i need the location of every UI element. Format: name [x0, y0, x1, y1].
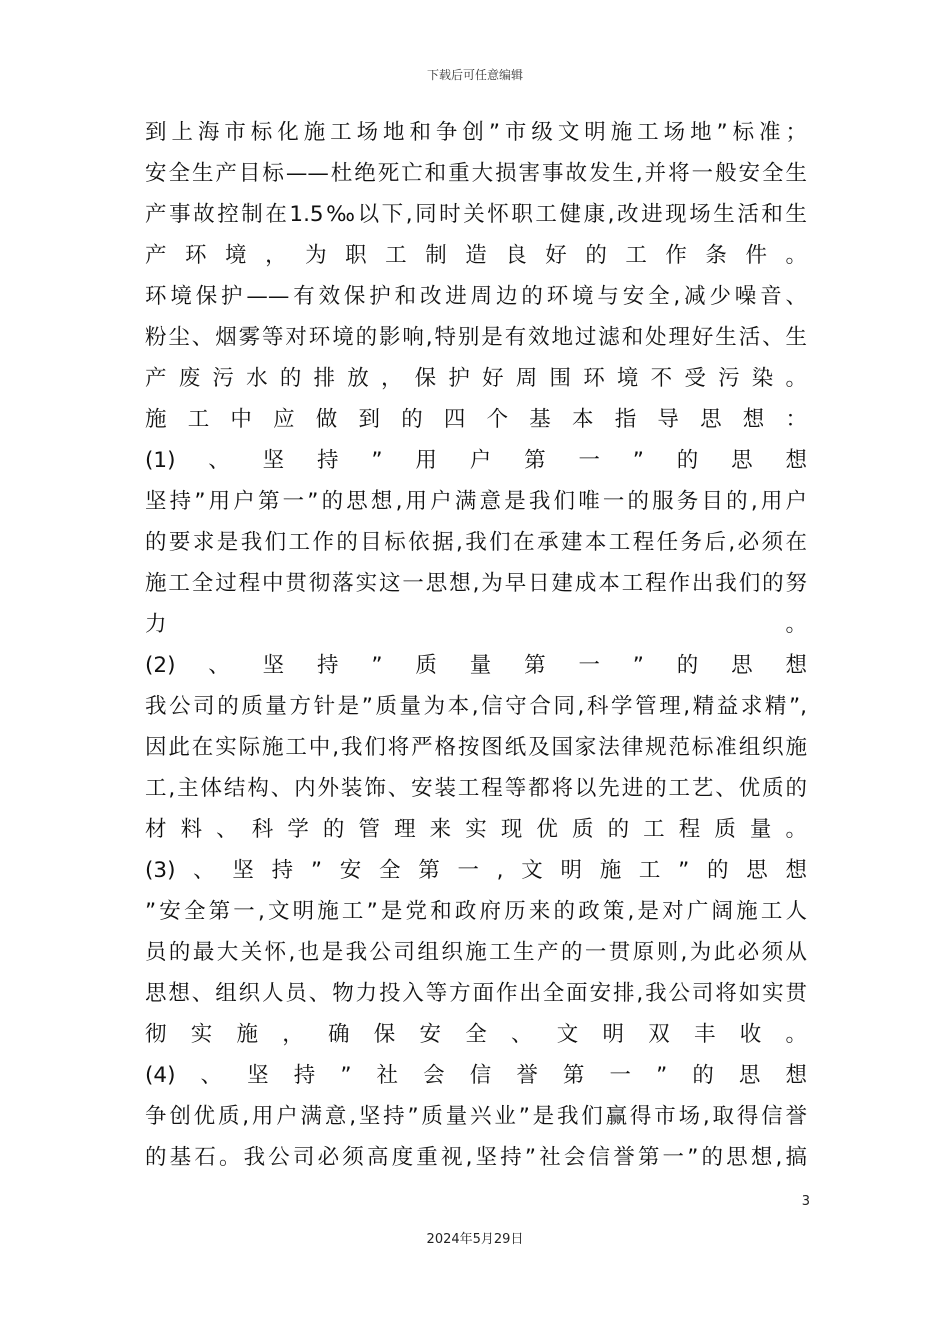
text-line: 施工全过程中贯彻落实这一思想,为早日建成本工程作出我们的努 [145, 571, 807, 596]
subsection-heading-2: (2)、坚持”质量第一”的思想 [145, 653, 807, 678]
text-line: 产废污水的排放，保护好周围环境不受污染。 [145, 366, 807, 391]
text-line: 思想、组织人员、物力投入等方面作出全面安排,我公司将如实贯 [145, 981, 807, 1006]
text-line: 坚持”用户第一”的思想,用户满意是我们唯一的服务目的,用户 [145, 489, 807, 514]
section-heading: 施工中应做到的四个基本指导思想： [145, 407, 807, 432]
text-line: 环境保护——有效保护和改进周边的环境与安全,减少噪音、 [145, 284, 807, 309]
text-line: 粉尘、烟雾等对环境的影响,特别是有效地过滤和处理好生活、生 [145, 325, 807, 350]
text-line: 争创优质,用户满意,坚持”质量兴业”是我们赢得市场,取得信誉 [145, 1104, 807, 1129]
subsection-heading-1: (1)、坚持”用户第一”的思想 [145, 448, 807, 473]
text-line: 到上海市标化施工场地和争创”市级文明施工场地”标准； [145, 120, 807, 145]
document-body [145, 112, 807, 1178]
text-line: 产事故控制在1.5‰以下,同时关怀职工健康,改进现场生活和生 [145, 202, 807, 227]
footer-date: 2024年5月29日 [426, 1232, 524, 1247]
text-line: 的要求是我们工作的目标依据,我们在承建本工程任务后,必须在 [145, 530, 807, 555]
text-line: 因此在实际施工中,我们将严格按图纸及国家法律规范标准组织施 [145, 735, 807, 760]
text-line: 彻实施，确保安全、文明双丰收。 [145, 1022, 807, 1047]
text-line: 我公司的质量方针是”质量为本,信守合同,科学管理,精益求精”, [145, 694, 807, 719]
text-line: 力 。 [145, 612, 807, 637]
text-line: ”安全第一,文明施工”是党和政府历来的政策,是对广阔施工人 [145, 899, 807, 924]
text-line: 员的最大关怀,也是我公司组织施工生产的一贯原则,为此必须从 [145, 940, 807, 965]
text-line: 安全生产目标——杜绝死亡和重大损害事故发生,并将一般安全生 [145, 161, 807, 186]
subsection-heading-3: (3)、坚持”安全第一,文明施工”的思想 [145, 858, 807, 883]
text-line: 的基石。我公司必须高度重视,坚持”社会信誉第一”的思想,搞 [145, 1145, 807, 1170]
text-line: 材料、科学的管理来实现优质的工程质量。 [145, 817, 807, 842]
text-line: 工,主体结构、内外装饰、安装工程等都将以先进的工艺、优质的 [145, 776, 807, 801]
subsection-heading-4: (4)、坚持”社会信誉第一”的思想 [145, 1063, 807, 1088]
header-note: 下载后可任意编辑 [426, 68, 523, 82]
page-number: 3 [801, 1194, 810, 1209]
text-line: 产环境，为职工制造良好的工作条件。 [145, 243, 807, 268]
